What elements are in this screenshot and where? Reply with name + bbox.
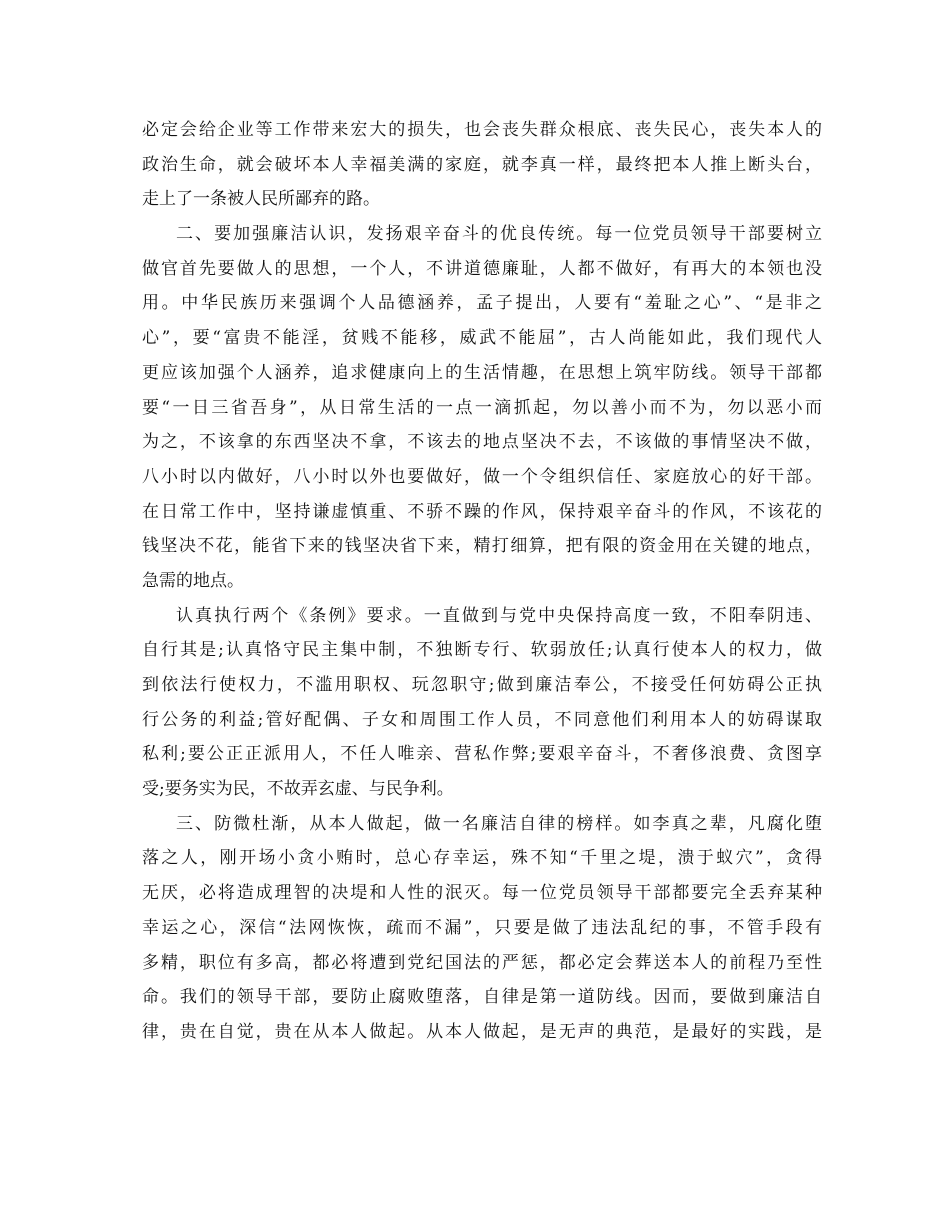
text-line: 在日常工作中，坚持谦虚慎重、不骄不躁的作风，保持艰辛奋斗的作风，不该花的 — [142, 501, 822, 522]
text-line: 三、防微杜渐，从本人做起，做一名廉洁自律的榜样。如李真之辈，凡腐化堕 — [176, 813, 822, 834]
text-line: 要“一日三省吾身”，从日常生活的一点一滴抓起，勿以善小而不为，勿以恶小而 — [142, 397, 822, 418]
text-line: 二、要加强廉洁认识，发扬艰辛奋斗的优良传统。每一位党员领导干部要树立 — [176, 224, 822, 245]
text-line: 私利;要公正正派用人，不任人唯亲、营私作弊;要艰辛奋斗，不奢侈浪费、贪图享 — [142, 744, 822, 765]
text-line: 无厌，必将造成理智的决堤和人性的泯灭。每一位党员领导干部都要完全丢弃某种 — [142, 883, 822, 904]
text-line: 做官首先要做人的思想，一个人，不讲道德廉耻，人都不做好，有再大的本领也没 — [142, 258, 822, 279]
text-line: 幸运之心，深信“法网恢恢，疏而不漏”，只要是做了违法乱纪的事，不管手段有 — [142, 917, 822, 938]
text-line: 命。我们的领导干部，要防止腐败堕落，自律是第一道防线。因而，要做到廉洁自 — [142, 987, 822, 1008]
text-line: 更应该加强个人涵养，追求健康向上的生活情趣，在思想上筑牢防线。领导干部都 — [142, 362, 822, 383]
text-line: 必定会给企业等工作带来宏大的损失，也会丧失群众根底、丧失民心，丧失本人的 — [142, 120, 822, 140]
text-line: 为之，不该拿的东西坚决不拿，不该去的地点坚决不去，不该做的事情坚决不做， — [142, 432, 822, 453]
text-line: 急需的地点。 — [142, 570, 244, 591]
text-line: 走上了一条被人民所鄙弃的路。 — [142, 189, 380, 210]
text-line: 到依法行使权力，不滥用职权、玩忽职守;做到廉洁奉公，不接受任何妨碍公正执 — [142, 675, 822, 695]
text-line: 用。中华民族历来强调个人品德涵养，孟子提出，人要有“羞耻之心”、“是非之 — [142, 293, 822, 314]
text-line: 受;要务实为民，不故弄玄虚、与民争利。 — [142, 779, 454, 800]
text-line: 律，贵在自觉，贵在从本人做起。从本人做起，是无声的典范，是最好的实践，是 — [142, 1021, 822, 1042]
text-line: 八小时以内做好，八小时以外也要做好，做一个令组织信任、家庭放心的好干部。 — [142, 466, 822, 487]
text-line: 行公务的利益;管好配偶、子女和周围工作人员，不同意他们利用本人的妨碍谋取 — [142, 709, 822, 730]
text-line: 自行其是;认真恪守民主集中制，不独断专行、软弱放任;认真行使本人的权力，做 — [142, 640, 822, 661]
text-line: 钱坚决不花，能省下来的钱坚决省下来，精打细算，把有限的资金用在关键的地点， — [142, 536, 822, 557]
text-line: 落之人，刚开场小贪小贿时，总心存幸运，殊不知“千里之堤，溃于蚁穴”，贪得 — [142, 848, 822, 869]
text-line: 多精，职位有多高，都必将遭到党纪国法的严惩，都必定会葬送本人的前程乃至性 — [142, 952, 822, 973]
text-line: 心”，要“富贵不能淫，贫贱不能移，威武不能屈”，古人尚能如此，我们现代人 — [142, 328, 822, 349]
document-body — [142, 113, 822, 1050]
text-line: 认真执行两个《条例》要求。一直做到与党中央保持高度一致，不阳奉阴违、 — [176, 605, 822, 626]
text-line: 政治生命，就会破坏本人幸福美满的家庭，就李真一样，最终把本人推上断头台， — [142, 154, 822, 175]
